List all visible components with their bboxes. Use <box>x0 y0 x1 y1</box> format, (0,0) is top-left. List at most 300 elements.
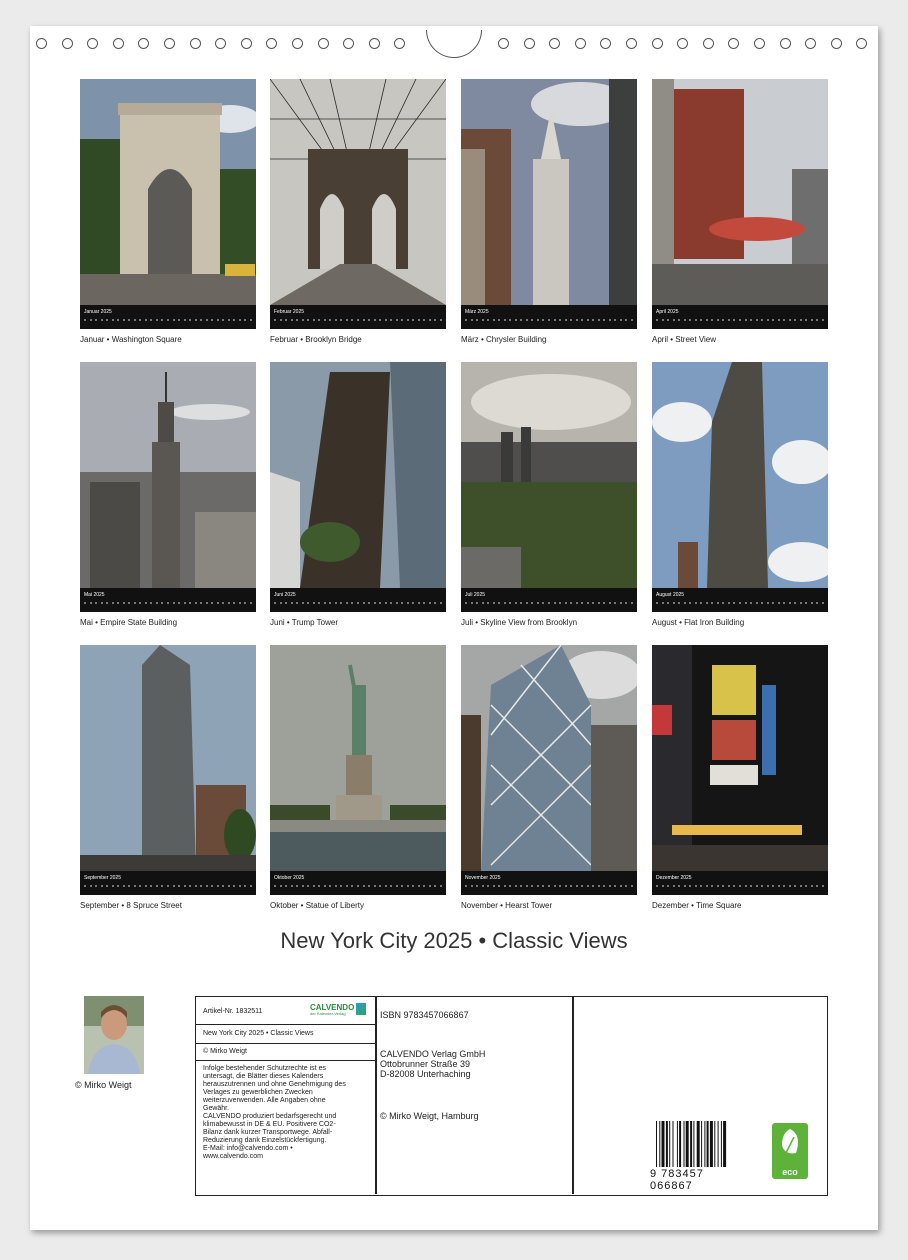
day-dot <box>145 602 147 604</box>
day-dot <box>95 885 97 887</box>
day-dot <box>761 885 763 887</box>
day-dot <box>128 602 130 604</box>
day-dot <box>302 319 304 321</box>
day-dot <box>739 602 741 604</box>
month-caption: Juni • Trump Tower <box>270 618 339 627</box>
calvendo-logo <box>310 1003 354 1017</box>
day-dot <box>239 602 241 604</box>
day-dot <box>631 319 633 321</box>
day-dot <box>471 885 473 887</box>
day-dot <box>200 602 202 604</box>
day-dot <box>139 885 141 887</box>
day-dot <box>592 602 594 604</box>
day-dot <box>233 319 235 321</box>
day-dot <box>471 319 473 321</box>
day-grid <box>274 602 442 608</box>
day-dot <box>476 319 478 321</box>
day-dot <box>565 885 567 887</box>
month-strip <box>461 305 637 329</box>
day-dot <box>280 602 282 604</box>
product-copyright: © Mirko Weigt <box>203 1048 247 1055</box>
day-dot <box>662 319 664 321</box>
calvendo-logo-mark <box>356 1003 366 1015</box>
divider <box>196 1043 376 1044</box>
day-dot <box>368 319 370 321</box>
day-dot <box>822 602 824 604</box>
day-dot <box>592 319 594 321</box>
day-dot <box>274 319 276 321</box>
day-dot <box>805 602 807 604</box>
day-grid <box>84 602 252 608</box>
day-dot <box>805 885 807 887</box>
day-dot <box>318 319 320 321</box>
day-dot <box>592 885 594 887</box>
day-dot <box>722 885 724 887</box>
day-dot <box>112 602 114 604</box>
day-dot <box>285 319 287 321</box>
day-dot <box>625 885 627 887</box>
day-dot <box>603 602 605 604</box>
day-dot <box>324 319 326 321</box>
day-dot <box>678 885 680 887</box>
day-dot <box>206 319 208 321</box>
day-dot <box>526 319 528 321</box>
day-dot <box>620 319 622 321</box>
binding-hole <box>754 38 765 49</box>
day-dot <box>520 602 522 604</box>
calendar-title: New York City 2025 • Classic Views <box>280 928 628 953</box>
day-dot <box>554 602 556 604</box>
day-dot <box>222 602 224 604</box>
day-dot <box>811 602 813 604</box>
day-dot <box>789 319 791 321</box>
day-dot <box>509 602 511 604</box>
photo-empire-state-building <box>80 362 256 588</box>
day-dot <box>805 319 807 321</box>
day-dot <box>123 319 125 321</box>
day-dot <box>184 602 186 604</box>
binding-hole <box>215 38 226 49</box>
day-dot <box>374 885 376 887</box>
day-dot <box>520 885 522 887</box>
month-strip-label: Juni 2025 <box>274 592 296 598</box>
day-dot <box>761 602 763 604</box>
binding-hole <box>36 38 47 49</box>
day-dot <box>565 319 567 321</box>
day-dot <box>112 319 114 321</box>
day-dot <box>625 602 627 604</box>
month-strip-label: Januar 2025 <box>84 309 112 315</box>
day-dot <box>274 602 276 604</box>
day-dot <box>217 602 219 604</box>
day-dot <box>548 319 550 321</box>
day-dot <box>363 602 365 604</box>
binding-hole <box>703 38 714 49</box>
day-dot <box>789 602 791 604</box>
day-dot <box>346 319 348 321</box>
day-grid <box>656 319 824 325</box>
day-dot <box>756 885 758 887</box>
month-caption: März • Chrysler Building <box>461 335 547 344</box>
day-dot <box>542 885 544 887</box>
binding-hole <box>343 38 354 49</box>
day-dot <box>340 602 342 604</box>
binding-hole <box>369 38 380 49</box>
day-dot <box>423 885 425 887</box>
day-dot <box>106 885 108 887</box>
day-dot <box>123 602 125 604</box>
day-dot <box>581 319 583 321</box>
day-dot <box>794 885 796 887</box>
month-caption: April • Street View <box>652 335 717 344</box>
day-dot <box>173 319 175 321</box>
photo-brooklyn-bridge <box>270 79 446 305</box>
day-dot <box>291 602 293 604</box>
day-dot <box>200 319 202 321</box>
day-dot <box>554 885 556 887</box>
publisher-street: Ottobrunner Straße 39 <box>380 1059 471 1069</box>
day-dot <box>487 602 489 604</box>
day-dot <box>423 319 425 321</box>
day-dot <box>351 885 353 887</box>
day-dot <box>396 602 398 604</box>
day-dot <box>465 319 467 321</box>
month-caption: November • Hearst Tower <box>461 901 553 910</box>
day-dot <box>717 602 719 604</box>
month-strip-label: Oktober 2025 <box>274 875 305 881</box>
day-dot <box>570 602 572 604</box>
day-dot <box>548 885 550 887</box>
day-dot <box>620 602 622 604</box>
day-dot <box>206 602 208 604</box>
day-dot <box>233 885 235 887</box>
hanger-cutout <box>426 30 482 58</box>
day-dot <box>778 602 780 604</box>
barcode-bar <box>697 1121 700 1167</box>
day-dot <box>112 885 114 887</box>
day-dot <box>84 319 86 321</box>
month-caption: Oktober • Statue of Liberty <box>270 901 364 910</box>
legal-notice: Infolge bestehender Schutzrechte ist es untersagt, die Blätter dieses Kalenders herauszutrennen und ohne Genehmigung des Verlages zu gewerblichen Zwecken weiterzuverwenden. Alle Angaben ohne Gewähr. CALVENDO produziert bedarfsgerecht und klimabewusst in DE & EU. Positivere CO2- Bilanz dank kurzer Transportwege. Abfall- Reduzierung dank Einzelstückfertigung. E-Mail: info@calvendo.com • www.calvendo.com <box>203 1065 346 1160</box>
day-dot <box>783 319 785 321</box>
day-dot <box>211 885 213 887</box>
day-dot <box>335 602 337 604</box>
day-dot <box>346 602 348 604</box>
day-dot <box>195 319 197 321</box>
author-credit: © Mirko Weigt <box>75 1080 132 1090</box>
day-dot <box>90 319 92 321</box>
day-dot <box>673 319 675 321</box>
day-dot <box>134 885 136 887</box>
day-dot <box>783 885 785 887</box>
day-dot <box>767 602 769 604</box>
day-dot <box>800 885 802 887</box>
day-grid <box>656 602 824 608</box>
month-strip <box>461 588 637 612</box>
day-grid <box>84 319 252 325</box>
photo-8-spruce-street <box>80 645 256 871</box>
day-dot <box>329 885 331 887</box>
day-dot <box>772 319 774 321</box>
month-strip-label: Dezember 2025 <box>656 875 692 881</box>
photo-statue-of-liberty <box>270 645 446 871</box>
photo-flat-iron-building <box>652 362 828 588</box>
day-dot <box>811 319 813 321</box>
day-dot <box>90 602 92 604</box>
barcode-bar <box>714 1121 715 1167</box>
day-dot <box>423 602 425 604</box>
month-caption: August • Flat Iron Building <box>652 618 745 627</box>
day-dot <box>123 885 125 887</box>
day-dot <box>767 319 769 321</box>
day-dot <box>379 602 381 604</box>
day-dot <box>631 885 633 887</box>
day-dot <box>244 319 246 321</box>
month-strip-label: November 2025 <box>465 875 501 881</box>
month-strip <box>80 305 256 329</box>
day-dot <box>440 319 442 321</box>
day-dot <box>429 885 431 887</box>
day-dot <box>368 885 370 887</box>
day-dot <box>184 319 186 321</box>
day-dot <box>429 602 431 604</box>
day-dot <box>482 319 484 321</box>
day-dot <box>418 319 420 321</box>
binding-hole <box>652 38 663 49</box>
day-dot <box>250 319 252 321</box>
day-dot <box>178 319 180 321</box>
day-dot <box>609 602 611 604</box>
photo-credit: © Mirko Weigt, Hamburg <box>380 1111 479 1121</box>
day-dot <box>706 319 708 321</box>
day-dot <box>576 319 578 321</box>
month-caption: September • 8 Spruce Street <box>80 901 182 910</box>
day-dot <box>482 602 484 604</box>
barcode-bar <box>677 1121 678 1167</box>
day-dot <box>379 885 381 887</box>
day-dot <box>750 885 752 887</box>
day-dot <box>800 319 802 321</box>
barcode-bar <box>693 1121 694 1167</box>
day-dot <box>739 319 741 321</box>
day-dot <box>656 319 658 321</box>
day-dot <box>570 319 572 321</box>
day-dot <box>816 885 818 887</box>
day-dot <box>700 602 702 604</box>
day-dot <box>134 602 136 604</box>
day-dot <box>587 602 589 604</box>
day-dot <box>745 885 747 887</box>
photo-chrysler-building <box>461 79 637 305</box>
day-dot <box>570 885 572 887</box>
month-caption: Februar • Brooklyn Bridge <box>270 335 362 344</box>
month-strip-label: April 2025 <box>656 309 679 315</box>
day-dot <box>178 602 180 604</box>
day-dot <box>673 885 675 887</box>
day-dot <box>401 602 403 604</box>
publisher-name: CALVENDO Verlag GmbH <box>380 1049 486 1059</box>
binding-hole <box>498 38 509 49</box>
day-dot <box>161 885 163 887</box>
day-dot <box>476 602 478 604</box>
day-dot <box>816 319 818 321</box>
binding-hole <box>164 38 175 49</box>
barcode-bar <box>673 1121 674 1167</box>
day-dot <box>145 319 147 321</box>
day-dot <box>117 602 119 604</box>
divider <box>196 1024 376 1025</box>
day-dot <box>189 602 191 604</box>
day-dot <box>667 319 669 321</box>
day-dot <box>700 885 702 887</box>
day-dot <box>156 885 158 887</box>
day-dot <box>250 602 252 604</box>
day-dot <box>537 885 539 887</box>
day-dot <box>233 602 235 604</box>
day-dot <box>178 885 180 887</box>
day-dot <box>800 602 802 604</box>
day-dot <box>167 885 169 887</box>
divider <box>375 997 377 1194</box>
day-dot <box>274 885 276 887</box>
day-dot <box>684 319 686 321</box>
day-grid <box>656 885 824 891</box>
day-dot <box>778 319 780 321</box>
day-dot <box>515 319 517 321</box>
day-dot <box>706 602 708 604</box>
day-dot <box>739 885 741 887</box>
day-dot <box>385 319 387 321</box>
day-dot <box>412 319 414 321</box>
day-dot <box>307 602 309 604</box>
day-dot <box>390 602 392 604</box>
day-dot <box>150 885 152 887</box>
binding-hole <box>138 38 149 49</box>
month-caption: Mai • Empire State Building <box>80 618 178 627</box>
day-dot <box>493 602 495 604</box>
day-dot <box>291 319 293 321</box>
day-dot <box>542 602 544 604</box>
day-dot <box>139 319 141 321</box>
day-dot <box>239 885 241 887</box>
article-number: Artikel-Nr. 1832511 <box>203 1008 263 1015</box>
day-dot <box>678 602 680 604</box>
day-grid <box>84 885 252 891</box>
day-dot <box>302 885 304 887</box>
barcode-bar <box>721 1121 722 1167</box>
day-dot <box>401 885 403 887</box>
month-strip <box>461 871 637 895</box>
day-dot <box>576 885 578 887</box>
day-dot <box>173 602 175 604</box>
day-dot <box>228 319 230 321</box>
day-dot <box>811 885 813 887</box>
day-dot <box>217 885 219 887</box>
binding-hole <box>292 38 303 49</box>
day-dot <box>396 319 398 321</box>
day-dot <box>487 885 489 887</box>
binding-hole <box>87 38 98 49</box>
barcode-bar <box>662 1121 665 1167</box>
binding-hole <box>394 38 405 49</box>
day-dot <box>418 885 420 887</box>
day-dot <box>412 885 414 887</box>
day-grid <box>465 602 633 608</box>
binding-hole <box>524 38 535 49</box>
day-dot <box>434 319 436 321</box>
day-dot <box>526 885 528 887</box>
day-dot <box>554 319 556 321</box>
day-dot <box>542 319 544 321</box>
day-dot <box>581 602 583 604</box>
day-dot <box>340 319 342 321</box>
barcode <box>656 1121 748 1167</box>
day-dot <box>717 319 719 321</box>
month-caption: Juli • Skyline View from Brooklyn <box>461 618 578 627</box>
imprint-box <box>195 996 828 1196</box>
day-dot <box>211 602 213 604</box>
author-portrait <box>84 996 144 1074</box>
day-dot <box>526 602 528 604</box>
day-dot <box>733 319 735 321</box>
isbn: ISBN 9783457066867 <box>380 1010 469 1020</box>
day-dot <box>285 885 287 887</box>
day-dot <box>285 602 287 604</box>
barcode-bar <box>656 1121 657 1167</box>
binding-hole <box>241 38 252 49</box>
day-dot <box>440 885 442 887</box>
day-dot <box>673 602 675 604</box>
day-grid <box>465 885 633 891</box>
binding-hole <box>856 38 867 49</box>
day-dot <box>296 885 298 887</box>
day-dot <box>250 885 252 887</box>
day-dot <box>667 602 669 604</box>
month-strip <box>652 588 828 612</box>
photo-skyline-from-brooklyn <box>461 362 637 588</box>
day-dot <box>750 602 752 604</box>
barcode-bar <box>690 1121 692 1167</box>
day-dot <box>324 602 326 604</box>
day-dot <box>324 885 326 887</box>
day-dot <box>772 885 774 887</box>
day-dot <box>173 885 175 887</box>
day-dot <box>625 319 627 321</box>
month-caption: Dezember • Time Square <box>652 901 742 910</box>
day-dot <box>761 319 763 321</box>
day-dot <box>101 319 103 321</box>
day-dot <box>296 319 298 321</box>
day-dot <box>767 885 769 887</box>
day-dot <box>189 885 191 887</box>
leaf-icon <box>772 1123 808 1163</box>
day-dot <box>84 885 86 887</box>
day-dot <box>90 885 92 887</box>
binding-hole <box>728 38 739 49</box>
day-dot <box>101 602 103 604</box>
photo-washington-square <box>80 79 256 305</box>
binding-hole <box>190 38 201 49</box>
day-dot <box>351 319 353 321</box>
day-dot <box>498 602 500 604</box>
barcode-bar <box>666 1121 668 1167</box>
day-dot <box>587 319 589 321</box>
day-dot <box>684 885 686 887</box>
month-strip <box>270 871 446 895</box>
day-dot <box>222 319 224 321</box>
day-dot <box>531 319 533 321</box>
divider <box>572 997 574 1194</box>
